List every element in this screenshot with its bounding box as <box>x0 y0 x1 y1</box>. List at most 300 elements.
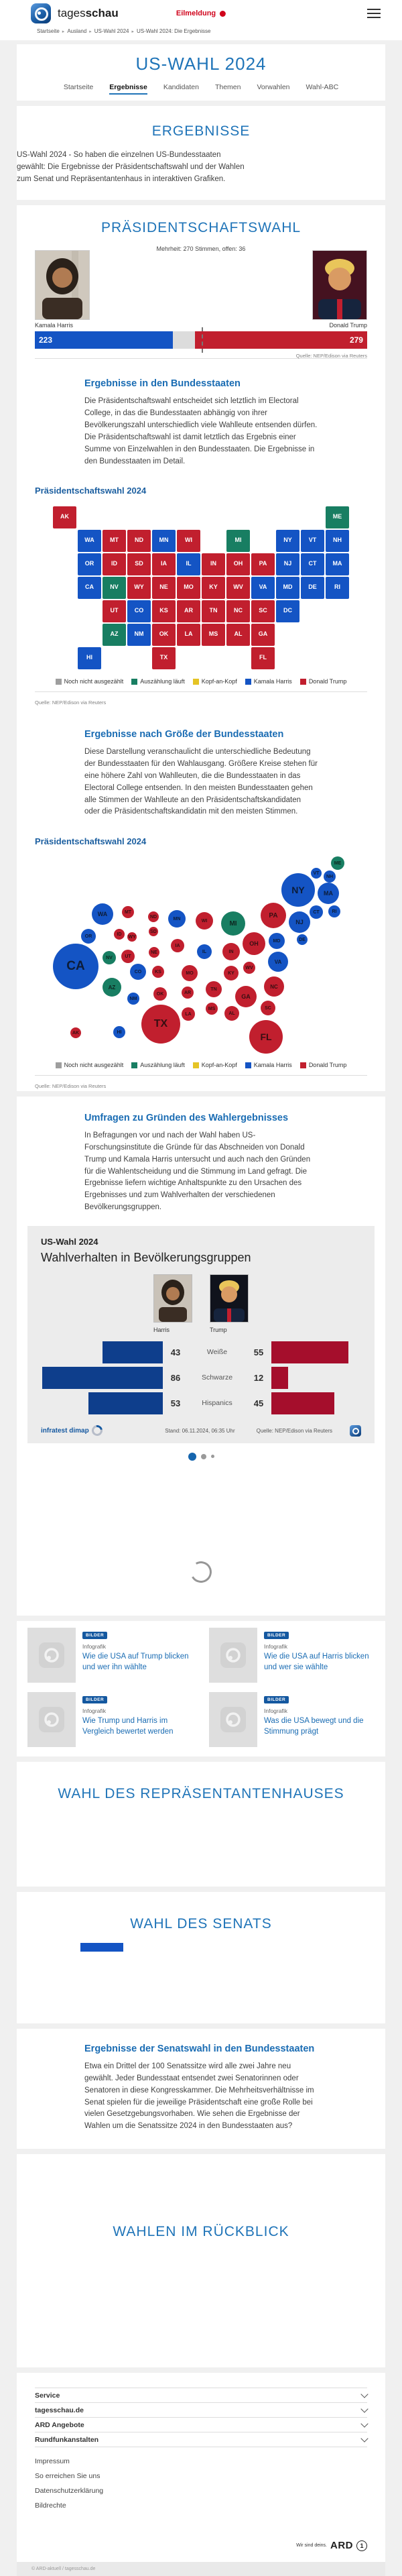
carousel-dots <box>17 1453 385 1461</box>
bubble-state-label: WI <box>201 918 208 923</box>
bubble-state-label: IL <box>202 949 207 954</box>
breaking-dot-icon <box>220 11 226 17</box>
map-state-WI[interactable] <box>177 530 200 552</box>
map-state-DE[interactable] <box>301 577 324 599</box>
bubble-state-MT[interactable] <box>122 906 134 918</box>
chevron-down-icon <box>360 2405 368 2412</box>
chart-source: Quelle: NEP/Edison via Reuters <box>256 1427 332 1434</box>
state-label: ND <box>135 537 143 544</box>
legend-swatch <box>193 679 199 685</box>
teaser-title: Wie Trump und Harris im Vergleich bewertet werden <box>82 1717 174 1736</box>
bubble-state-CA[interactable] <box>53 944 98 989</box>
trump-value: 45 <box>253 1398 264 1408</box>
map-state-OR[interactable] <box>78 553 101 575</box>
chart-stand: Stand: 06.11.2024, 06:35 Uhr <box>165 1427 235 1434</box>
bubble-state-PA[interactable] <box>261 903 286 928</box>
legend-label: Donald Trump <box>308 678 347 685</box>
review-card <box>17 2154 385 2367</box>
infratest-dimap-logo: infratest dimap <box>41 1425 103 1436</box>
teaser-image-placeholder <box>209 1628 257 1683</box>
harris-bar-zone <box>41 1367 163 1389</box>
state-label: IN <box>210 560 216 567</box>
map-state-KS[interactable] <box>152 600 176 622</box>
bubble-state-label: VA <box>274 958 282 965</box>
bubble-state-TX[interactable] <box>141 1005 180 1044</box>
bubble-state-MO[interactable] <box>182 965 198 981</box>
legend-swatch <box>193 1062 199 1068</box>
footer-accordion-label: Rundfunkanstalten <box>35 2435 99 2444</box>
bubble-state-NJ[interactable] <box>289 911 310 933</box>
state-label: NM <box>134 630 144 638</box>
breaking-label: Eilmeldung <box>176 9 216 17</box>
footer-accordion-rundfunkanstalten[interactable] <box>35 2432 367 2447</box>
state-label: MN <box>159 537 169 544</box>
bubble-state-GA[interactable] <box>235 986 257 1007</box>
bubble-state-label: MT <box>124 909 132 915</box>
map-state-KY[interactable] <box>202 577 225 599</box>
map-state-NJ[interactable] <box>276 553 299 575</box>
harris-bar-zone <box>41 1392 163 1414</box>
state-label: FL <box>259 654 267 661</box>
intro-text: US-Wahl 2024 - So haben die einzelnen US-Bundesstaaten gewählt: Die Ergebnisse der Präsidentschaftswahl und der Wahlen zum Senat und Repräsentantenhaus in interaktiven Grafiken. <box>17 151 245 183</box>
bubble-state-label: UT <box>125 954 131 959</box>
bubble-state-OR[interactable] <box>81 929 96 944</box>
state-label: OK <box>159 630 169 638</box>
size-text: Diese Darstellung veranschaulicht die unterschiedliche Bedeutung der Bundesstaaten für den Wahlausgang. Größere Kreise stehen für eine höhere Zahl von Wahlleuten, die die Bundesstaaten in das Electoral College entsenden. In den meisten Bundesstaaten gehen alle Stimmen der Wahlleute an den Präsidentschaftskandidaten oder die Präsidentschaftskandidatin mit den meisten Stimmen. <box>84 748 318 816</box>
state-label: CA <box>85 583 94 591</box>
map-state-NM[interactable] <box>127 624 151 646</box>
carousel-dot[interactable] <box>201 1454 206 1459</box>
breadcrumb-separator: ▸ <box>62 30 65 34</box>
state-label: GA <box>258 630 268 638</box>
tagesschau-globe-icon <box>39 1707 64 1732</box>
carousel-dot-active[interactable] <box>188 1453 196 1461</box>
legend-item <box>245 678 292 685</box>
legend-item <box>131 678 185 685</box>
review-title: WAHLEN IM RÜCKBLICK <box>113 2224 289 2240</box>
bubble-state-KS[interactable] <box>152 966 164 978</box>
map-state-WY[interactable] <box>127 577 151 599</box>
tagesschau-mini-logo <box>350 1425 361 1437</box>
tagesschau-globe-icon <box>220 1642 246 1668</box>
state-label: DC <box>283 607 292 614</box>
map-state-NY[interactable] <box>276 530 299 552</box>
map-state-NC[interactable] <box>226 600 250 622</box>
teaser-kicker: Infografik <box>82 1707 106 1715</box>
map-state-UT[interactable] <box>103 600 126 622</box>
teaser-body <box>82 1628 193 1683</box>
state-label: DE <box>308 583 317 591</box>
tab-themen[interactable]: Themen <box>214 83 241 91</box>
bubble-state-label: AR <box>184 990 192 995</box>
polls-text: In Befragungen vor und nach der Wahl haben US-Forschungsinstitute die Gründe für das Abschneiden von Donald Trump und Kamala Harris untersucht und auch nach den Gründen für die Wahlentscheidung und die Stimmung im Land gefragt. Die Ergebnisse liefern wichtige Anhaltspunkte zu den Ursachen des Ergebnisses und zum Wahlverhalten der verschiedenen Bevölkerungsgruppen. <box>84 1131 311 1212</box>
bubble-state-IL[interactable] <box>197 944 212 959</box>
teaser-link[interactable] <box>27 1692 193 1747</box>
legend-label: Kopf-an-Kopf <box>201 1062 237 1069</box>
map-state-IA[interactable] <box>152 553 176 575</box>
bubble-state-label: NJ <box>295 919 304 926</box>
state-label: VT <box>308 537 317 544</box>
polls-heading: Umfragen zu Gründen des Wahlergebnisses <box>84 1113 289 1124</box>
bubble-state-label: IN <box>228 949 234 954</box>
bubble-state-label: WY <box>128 934 136 940</box>
breadcrumb-item[interactable]: US-Wahl 2024 <box>94 28 129 34</box>
state-label: NH <box>333 537 342 544</box>
bubble-state-CO[interactable] <box>130 964 146 980</box>
tab-vorwahlen[interactable]: Vorwahlen <box>257 83 290 91</box>
trump-bar <box>271 1367 288 1389</box>
map-state-MD[interactable] <box>276 577 299 599</box>
bubble-state-ID[interactable] <box>114 929 125 940</box>
legend-item <box>193 678 237 685</box>
legend-label: Kopf-an-Kopf <box>201 678 237 685</box>
bubble-state-CT[interactable] <box>310 905 323 919</box>
bubble-state-label: NC <box>270 983 278 990</box>
map-state-NV[interactable] <box>103 577 126 599</box>
bubble-chart-title: Präsidentschaftswahl 2024 <box>35 836 147 847</box>
footer-accordion-tagesschau-de[interactable] <box>35 2402 367 2417</box>
map-state-OH[interactable] <box>226 553 250 575</box>
bubble-state-label: NV <box>106 955 113 960</box>
senate-results-text: Etwa ein Drittel der 100 Senatssitze wird alle zwei Jahre neu gewählt. Jeder Bundesstaat entsendet zwei Senatorinnen oder Senatoren in diese Kongresskammer. Die Mehrheitsverhältnisse im Senat spielen für die jeweilige Präsidentschaft eine große Rolle bei vielen Gesetzgebungsvorhaben. Wie sehen die Ergebnisse der Wahlen um die Senatssitze 2024 in den Bundesstaaten aus? <box>84 2062 314 2131</box>
trump-bar-zone <box>271 1341 361 1363</box>
bubble-state-VT[interactable] <box>311 868 322 879</box>
tagesschau-globe-icon <box>39 1642 64 1668</box>
teaser-title: Wie die USA auf Harris blicken und wer sie wählte <box>264 1653 369 1671</box>
footer-link[interactable]: Impressum <box>35 2457 70 2466</box>
bubble-state-WY[interactable] <box>127 932 137 942</box>
bubble-state-KY[interactable] <box>224 966 239 981</box>
tab-startseite[interactable]: Startseite <box>63 83 94 91</box>
loading-spinner <box>188 1559 214 1585</box>
map-state-GA[interactable] <box>251 624 275 646</box>
map-state-HI[interactable] <box>78 647 101 669</box>
bubble-state-label: SD <box>150 929 157 934</box>
group-label: Hispanics <box>202 1399 232 1408</box>
bubble-state-label: MD <box>273 938 281 944</box>
bubble-state-WV[interactable] <box>243 962 255 974</box>
breadcrumb-item[interactable]: Ausland <box>67 28 87 34</box>
bubble-state-label: SC <box>265 1005 271 1011</box>
map-state-CT[interactable] <box>301 553 324 575</box>
bubble-state-MI[interactable] <box>221 911 245 936</box>
bubble-state-label: OR <box>84 934 92 939</box>
legend-item <box>193 1062 237 1068</box>
demographic-row <box>41 1367 361 1389</box>
bubble-state-NE[interactable] <box>149 947 159 958</box>
state-label: KS <box>159 607 168 614</box>
state-label: MI <box>234 537 242 544</box>
ard-logo[interactable] <box>35 2540 367 2562</box>
bubble-state-NY[interactable] <box>281 873 315 907</box>
state-label: HI <box>86 654 92 661</box>
state-label: TN <box>209 607 218 614</box>
chart-kicker: US-Wahl 2024 <box>41 1236 98 1247</box>
bubble-state-label: KS <box>155 969 161 974</box>
bubble-state-label: CO <box>134 969 142 974</box>
map-chart-title: Präsidentschaftswahl 2024 <box>35 486 147 496</box>
bubble-state-label: TN <box>210 987 217 992</box>
state-label: IA <box>161 560 167 567</box>
tab-wahl-abc[interactable]: Wahl-ABC <box>306 83 339 91</box>
bubble-state-MN[interactable] <box>168 910 186 928</box>
map-state-AL[interactable] <box>226 624 250 646</box>
harris-bar <box>88 1392 163 1414</box>
chart-title: Wahlverhalten in Bevölkerungsgruppen <box>41 1250 251 1264</box>
bubble-state-label: CT <box>313 909 320 915</box>
bubble-state-NV[interactable] <box>103 951 116 964</box>
bubble-state-HI[interactable] <box>113 1026 125 1038</box>
state-label: WA <box>84 537 94 544</box>
footer-accordion-label: ARD Angebote <box>35 2420 84 2429</box>
map-state-ME[interactable] <box>326 506 349 528</box>
harris-thumb-label: Harris <box>153 1326 170 1333</box>
legend-swatch <box>245 1062 251 1068</box>
bubble-state-label: DE <box>299 937 306 942</box>
state-label: NE <box>159 583 168 591</box>
trump-value: 55 <box>253 1347 264 1357</box>
bubble-state-label: AL <box>228 1011 235 1016</box>
state-label: MT <box>110 537 119 544</box>
bubble-state-label: MI <box>229 919 237 928</box>
map-state-TX[interactable] <box>152 647 176 669</box>
map-state-MS[interactable] <box>202 624 225 646</box>
state-label: NJ <box>283 560 292 567</box>
footer-card <box>17 2373 385 2562</box>
bubble-state-MA[interactable] <box>318 883 339 904</box>
footer-accordion-ard-angebote[interactable] <box>35 2417 367 2432</box>
map-state-ND[interactable] <box>127 530 151 552</box>
bubble-state-AR[interactable] <box>182 987 194 999</box>
map-state-MI[interactable] <box>226 530 250 552</box>
state-label: IL <box>186 560 192 567</box>
electoral-college-widget <box>35 245 367 358</box>
bubble-state-OH[interactable] <box>243 932 265 955</box>
breadcrumb-item[interactable]: Startseite <box>37 28 60 34</box>
ard-claim: Wir sind deins. <box>296 2543 327 2549</box>
state-label: ID <box>111 560 117 567</box>
map-state-LA[interactable] <box>177 624 200 646</box>
map-state-WV[interactable] <box>226 577 250 599</box>
harris-value: 43 <box>170 1347 181 1357</box>
bubble-state-OK[interactable] <box>153 987 167 1001</box>
footer-link[interactable]: Datenschutzerklärung <box>35 2487 104 2496</box>
teaser-image-placeholder <box>27 1628 76 1683</box>
chevron-down-icon <box>360 2434 368 2442</box>
state-label: AZ <box>110 630 119 638</box>
state-label: PA <box>259 560 267 567</box>
trump-bar <box>271 1392 334 1414</box>
harris-value: 53 <box>170 1398 181 1408</box>
legend-swatch <box>245 679 251 685</box>
group-label: Schwarze <box>201 1374 233 1382</box>
map-state-VA[interactable] <box>251 577 275 599</box>
legend-item <box>300 1062 347 1068</box>
breadcrumb-separator: ▸ <box>131 30 134 34</box>
map-state-FL[interactable] <box>251 647 275 669</box>
breaking-news-link[interactable] <box>176 9 226 17</box>
state-label: CO <box>134 607 144 614</box>
bubble-state-IA[interactable] <box>171 939 184 952</box>
map-state-TN[interactable] <box>202 600 225 622</box>
footer-accordion-service[interactable] <box>35 2388 367 2402</box>
bubble-state-AZ[interactable] <box>103 978 121 997</box>
map-state-RI[interactable] <box>326 577 349 599</box>
teaser-image-placeholder <box>27 1692 76 1747</box>
bubble-state-UT[interactable] <box>121 950 135 963</box>
bubble-state-VA[interactable] <box>268 952 288 972</box>
trump-bar-segment: 279 <box>195 331 367 349</box>
teaser-body <box>264 1628 375 1683</box>
bubble-state-label: FL <box>260 1031 272 1043</box>
state-label: TX <box>159 654 168 661</box>
site-header <box>0 0 402 27</box>
bubble-state-DE[interactable] <box>297 934 308 945</box>
map-state-MN[interactable] <box>152 530 176 552</box>
state-label: MD <box>283 583 293 591</box>
map-state-NH[interactable] <box>326 530 349 552</box>
bubble-state-SC[interactable] <box>261 1001 275 1015</box>
state-label: WV <box>233 583 243 591</box>
tagesschau-globe-icon <box>220 1707 246 1732</box>
harris-bar-segment: 223 <box>35 331 173 349</box>
bubble-state-NC[interactable] <box>264 976 284 997</box>
teaser-link[interactable] <box>209 1628 375 1683</box>
state-label: OH <box>233 560 243 567</box>
map-state-IL[interactable] <box>177 553 200 575</box>
bubble-state-MS[interactable] <box>206 1003 218 1015</box>
legend-item <box>56 1062 124 1068</box>
footer-link[interactable]: Bildrechte <box>35 2502 66 2510</box>
demographic-row <box>41 1341 361 1363</box>
bubble-state-label: MS <box>208 1006 216 1011</box>
map-state-ID[interactable] <box>103 553 126 575</box>
bubble-state-label: ID <box>117 932 122 937</box>
teaser-badge: BILDER <box>264 1632 289 1639</box>
legend-swatch <box>56 679 62 685</box>
bubble-state-ND[interactable] <box>148 911 159 922</box>
chevron-down-icon <box>360 2420 368 2427</box>
map-state-WA[interactable] <box>78 530 101 552</box>
bubble-state-MD[interactable] <box>269 933 285 949</box>
demographic-row <box>41 1392 361 1414</box>
legend-label: Donald Trump <box>308 1062 347 1069</box>
teaser-kicker: Infografik <box>264 1643 287 1650</box>
map-state-PA[interactable] <box>251 553 275 575</box>
bubble-state-ME[interactable] <box>331 856 344 870</box>
harris-bar-zone <box>41 1341 163 1363</box>
president-title: PRÄSIDENTSCHAFTSWAHL <box>100 220 302 236</box>
map-legend <box>17 678 385 685</box>
teaser-link[interactable] <box>27 1628 193 1683</box>
trump-bar <box>271 1341 348 1363</box>
tab-kandidaten[interactable]: Kandidaten <box>163 83 199 91</box>
states-heading: Ergebnisse in den Bundesstaaten <box>84 378 241 390</box>
trump-thumb-photo <box>210 1274 249 1323</box>
bubble-state-label: MO <box>186 970 194 976</box>
bubble-state-IN[interactable] <box>222 943 240 960</box>
bubble-state-label: VT <box>313 871 320 876</box>
legend-label: Kamala Harris <box>253 1062 292 1069</box>
bubble-state-WI[interactable] <box>196 912 213 930</box>
demographics-chart-card <box>27 1226 375 1443</box>
legend-label: Auszählung läuft <box>140 678 185 685</box>
bubble-state-WA[interactable] <box>92 903 113 925</box>
bubble-state-NH[interactable] <box>324 871 336 883</box>
bubble-state-NM[interactable] <box>127 993 139 1005</box>
hub-tabs <box>17 83 385 101</box>
harris-bar <box>42 1367 163 1389</box>
state-label: RI <box>334 583 340 591</box>
state-label: OR <box>84 560 94 567</box>
map-state-MO[interactable] <box>177 577 200 599</box>
bubble-state-AL[interactable] <box>224 1006 239 1021</box>
size-heading: Ergebnisse nach Größe der Bundesstaaten <box>84 729 284 740</box>
map-state-AZ[interactable] <box>103 624 126 646</box>
tab-ergebnisse[interactable]: Ergebnisse <box>109 83 147 95</box>
trump-thumb-label: Trump <box>210 1326 227 1333</box>
state-label: MS <box>208 630 218 638</box>
senate-title: WAHL DES SENATS <box>130 1916 272 1932</box>
map-state-MT[interactable] <box>103 530 126 552</box>
state-label: WY <box>134 583 144 591</box>
state-label: WI <box>185 537 192 544</box>
carousel-dot[interactable] <box>211 1455 214 1458</box>
bubble-state-label: MA <box>324 890 333 897</box>
map-state-VT[interactable] <box>301 530 324 552</box>
map-state-MA[interactable] <box>326 553 349 575</box>
map-state-SC[interactable] <box>251 600 275 622</box>
state-label: KY <box>209 583 218 591</box>
breadcrumb-item[interactable]: US-Wahl 2024: Die Ergebnisse <box>137 28 211 34</box>
bubble-state-label: WA <box>97 911 108 918</box>
map-state-NE[interactable] <box>152 577 176 599</box>
teaser-title: Was die USA bewegt und die Stimmung prägt <box>264 1717 364 1736</box>
house-title: WAHL DES REPRÄSENTANTENHAUSES <box>58 1786 344 1802</box>
bubble-state-AK[interactable] <box>70 1027 81 1038</box>
tagesschau-logo-text[interactable]: tagesschau <box>58 7 119 19</box>
breadcrumb <box>0 27 402 40</box>
map-state-AK[interactable] <box>53 506 76 528</box>
state-label: ME <box>332 513 342 520</box>
map-state-DC[interactable] <box>276 600 299 622</box>
president-card <box>17 205 385 1091</box>
footer-link[interactable]: So erreichen Sie uns <box>35 2472 100 2481</box>
bubble-state-label: NH <box>326 874 334 879</box>
map-state-CO[interactable] <box>127 600 151 622</box>
map-state-CA[interactable] <box>78 577 101 599</box>
map-state-AR[interactable] <box>177 600 200 622</box>
bubble-state-FL[interactable] <box>249 1020 283 1054</box>
bubble-state-label: WV <box>245 965 253 970</box>
state-label: AK <box>60 513 69 520</box>
bubble-state-TN[interactable] <box>206 981 222 997</box>
legend-item <box>131 1062 185 1068</box>
bubble-state-label: MN <box>173 916 181 921</box>
legend-swatch <box>300 679 306 685</box>
teaser-link[interactable] <box>209 1692 375 1747</box>
house-card <box>17 1762 385 1887</box>
bubble-state-SD[interactable] <box>149 927 158 936</box>
map-state-OK[interactable] <box>152 624 176 646</box>
bubble-state-LA[interactable] <box>182 1007 195 1021</box>
map-state-SD[interactable] <box>127 553 151 575</box>
tagesschau-logo-icon[interactable] <box>31 3 51 23</box>
hamburger-menu-icon[interactable] <box>367 6 381 21</box>
bubble-state-RI[interactable] <box>328 905 340 917</box>
map-state-IN[interactable] <box>202 553 225 575</box>
us-states-bubble-map <box>34 852 368 1053</box>
